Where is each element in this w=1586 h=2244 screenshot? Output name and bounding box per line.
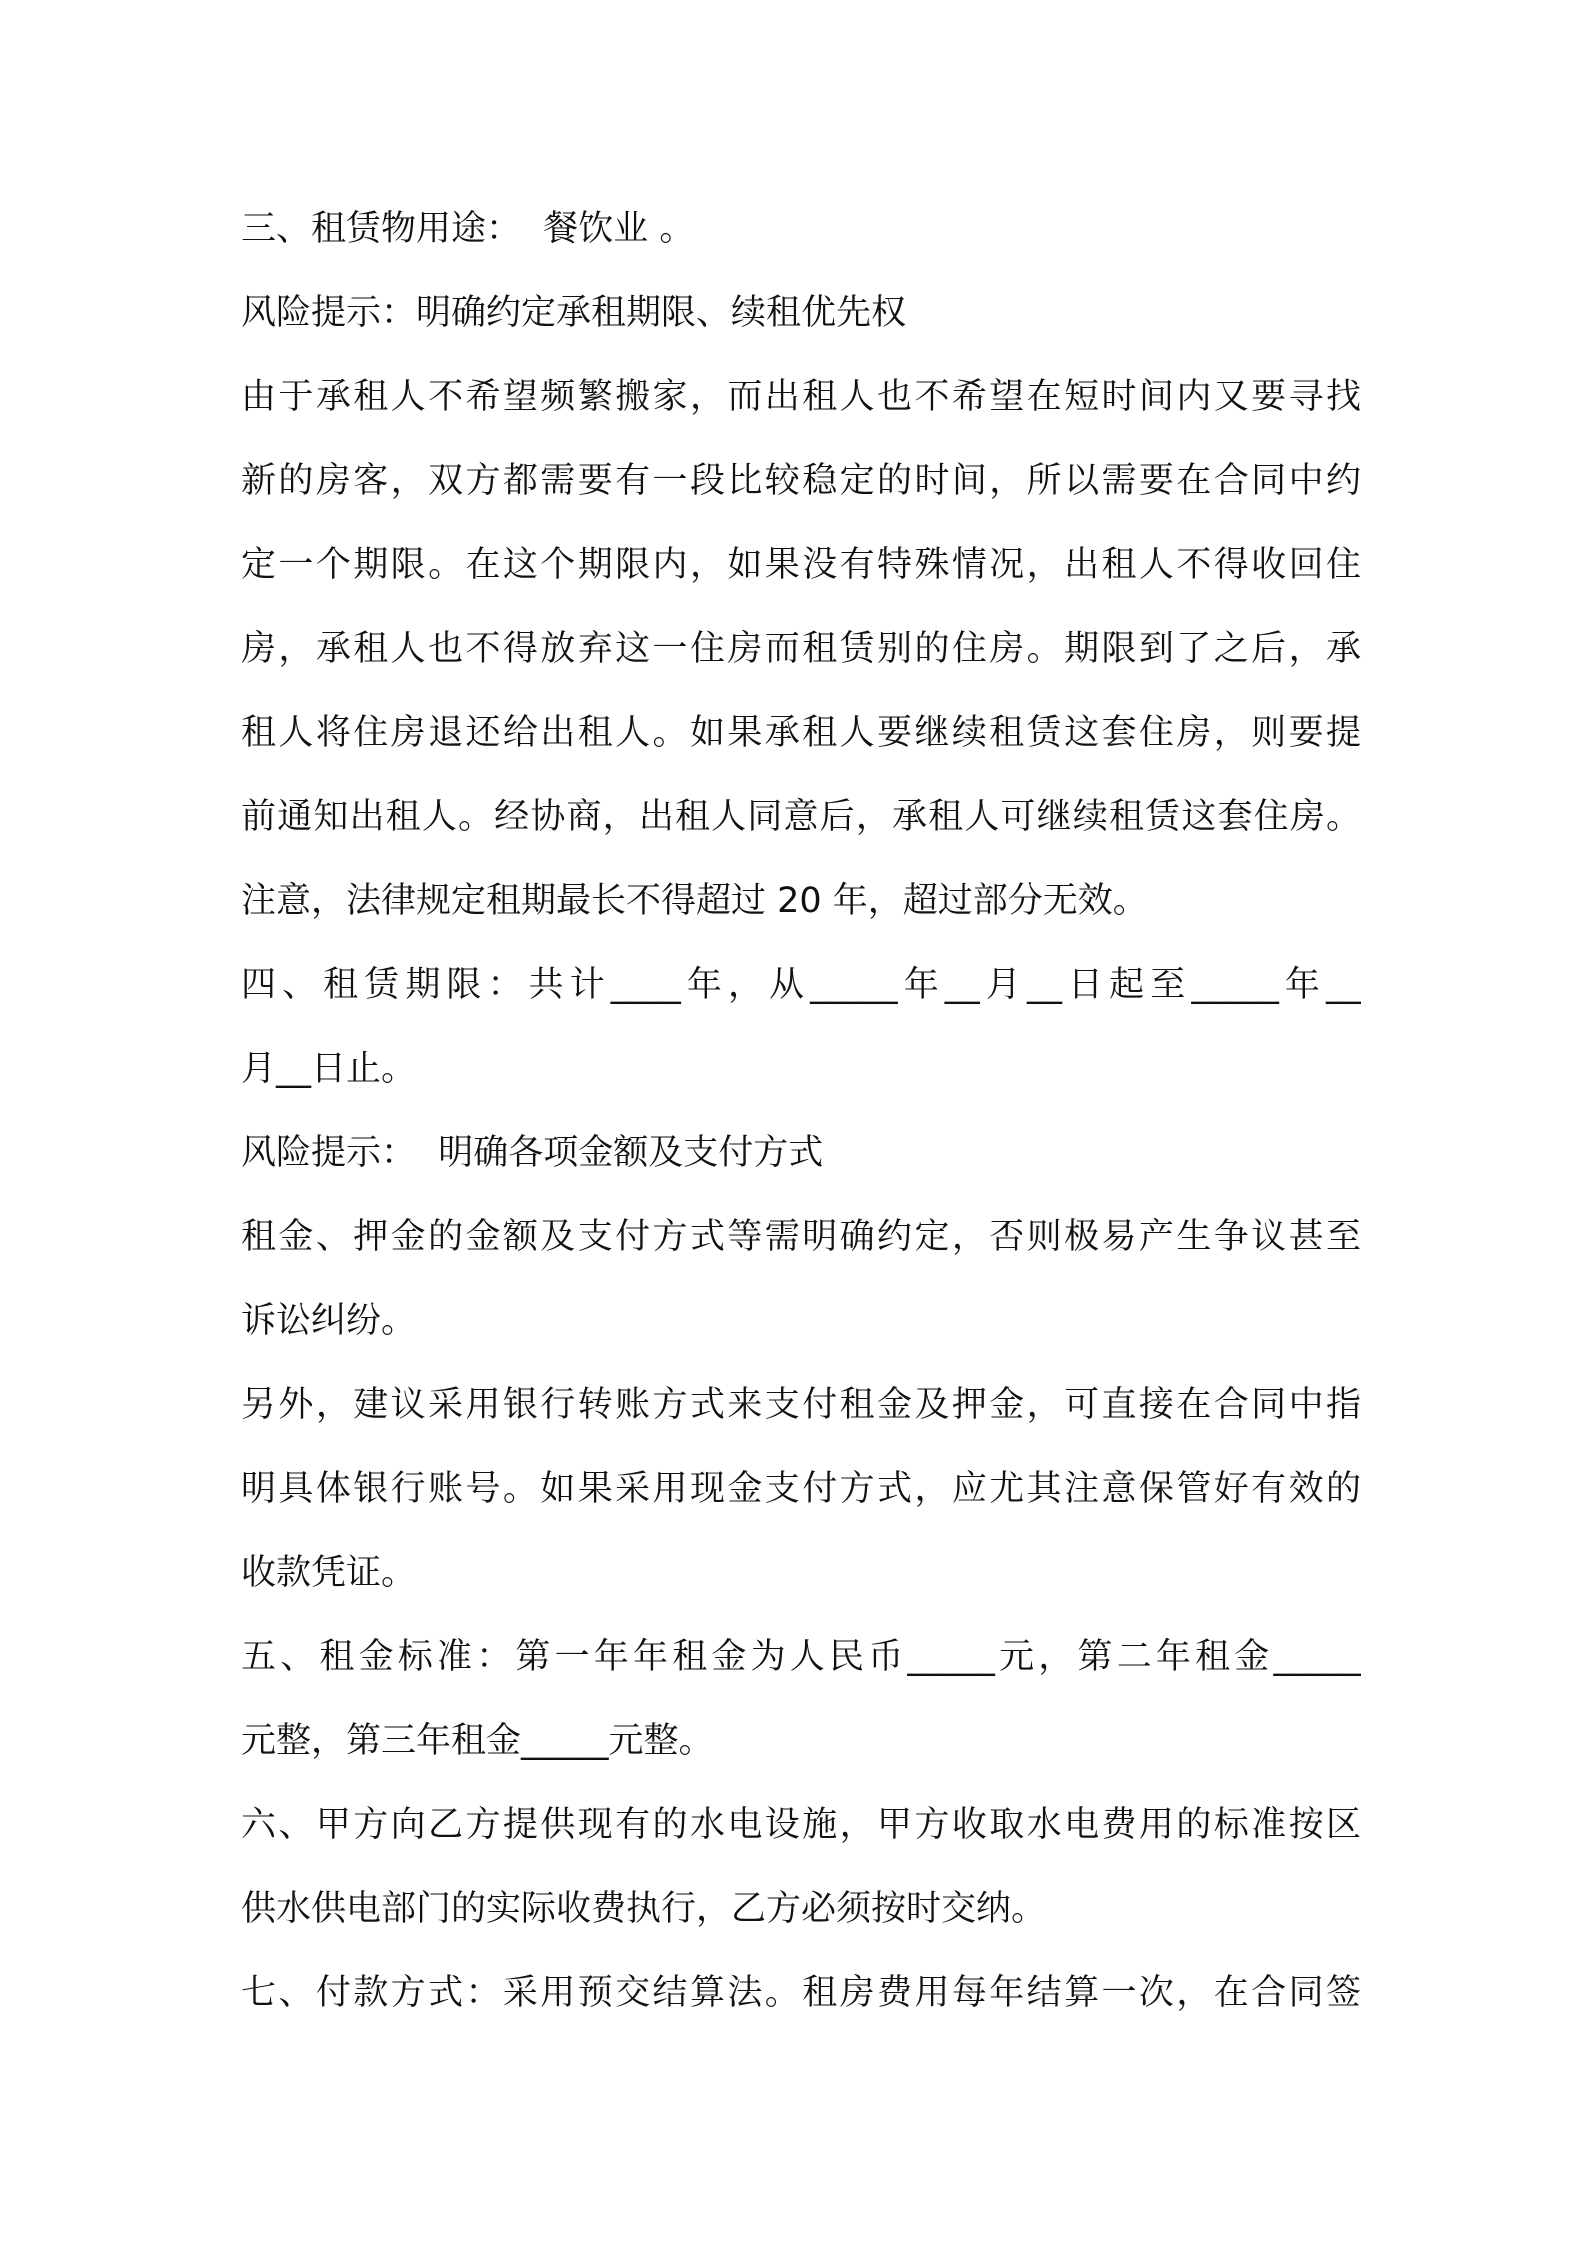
paragraph-line: 房，承租人也不得放弃这一住房而租赁别的住房。期限到了之后，承 <box>241 629 1361 669</box>
section-5-rent-standard: 五、租金标准：第一年年租金为人民币_____元，第二年租金_____ <box>241 1637 1361 1677</box>
paragraph-line: 明具体银行账号。如果采用现金支付方式，应尤其注意保管好有效的 <box>241 1469 1361 1509</box>
section-3-usage: 三、租赁物用途： 餐饮业 。 <box>241 209 695 249</box>
section-6-utilities-end: 供水供电部门的实际收费执行，乙方必须按时交纳。 <box>241 1889 1047 1929</box>
paragraph-line: 新的房客，双方都需要有一段比较稳定的时间，所以需要在合同中约 <box>241 461 1361 501</box>
paragraph-line: 前通知出租人。经协商，出租人同意后，承租人可继续租赁这套住房。 <box>241 797 1361 837</box>
section-7-payment-method: 七、付款方式：采用预交结算法。租房费用每年结算一次，在合同签 <box>241 1973 1361 2013</box>
section-5-rent-standard-end: 元整，第三年租金_____元整。 <box>241 1721 714 1761</box>
section-4-lease-term: 四、租赁期限：共计____年，从_____年__月__日起至_____年__ <box>241 965 1361 1005</box>
risk-tip-payment-heading: 风险提示： 明确各项金额及支付方式 <box>241 1133 824 1173</box>
paragraph-line: 由于承租人不希望频繁搬家，而出租人也不希望在短时间内又要寻找 <box>241 377 1361 417</box>
section-6-utilities: 六、甲方向乙方提供现有的水电设施，甲方收取水电费用的标准按区 <box>241 1805 1361 1845</box>
paragraph-line: 定一个期限。在这个期限内，如果没有特殊情况，出租人不得收回住 <box>241 545 1361 585</box>
paragraph-line: 诉讼纠纷。 <box>241 1301 417 1341</box>
paragraph-line: 另外，建议采用银行转账方式来支付租金及押金，可直接在合同中指 <box>241 1385 1361 1425</box>
risk-tip-lease-term-heading: 风险提示：明确约定承租期限、续租优先权 <box>241 293 907 333</box>
legal-note-line: 注意，法律规定租期最长不得超过 20 年，超过部分无效。 <box>241 881 1148 921</box>
paragraph-line: 租金、押金的金额及支付方式等需明确约定，否则极易产生争议甚至 <box>241 1217 1361 1257</box>
section-4-lease-term-end: 月__日止。 <box>241 1049 417 1089</box>
paragraph-line: 租人将住房退还给出租人。如果承租人要继续租赁这套住房，则要提 <box>241 713 1361 753</box>
paragraph-line: 收款凭证。 <box>241 1553 417 1593</box>
